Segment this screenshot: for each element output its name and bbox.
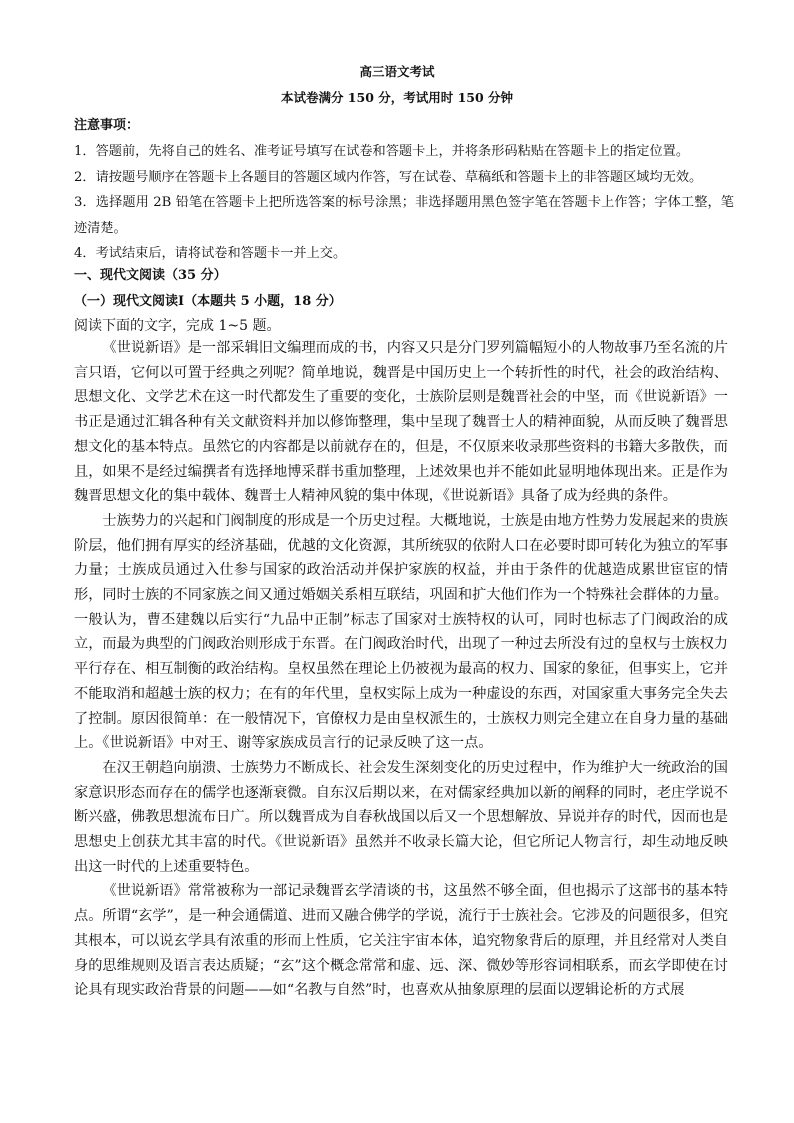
notice-item: 3．选择题用 2B 铅笔在答题卡上把所选答案的标号涂黑；非选择题用黑色签字笔在答题卡上作答；字体工整，笔迹清楚。: [74, 195, 734, 236]
passage-paragraph: 士族势力的兴起和门阀制度的形成是一个历史过程。大概地说，士族是由地方性势力发展起来的贵族阶层，他们拥有厚实的经济基础，优越的文化资源，其所统驭的依附人口在必要时即可转化为独立的军事力量；士族成员通过入仕参与国家的政治活动并保护家族的权益，并由于条件的优越造成累世宦宦的情形，同时士族的不同家族之间又通过婚姻关系相互联结，巩固和扩大他们作为一个特殊社会群体的力量。一般认为，曹丕建魏以后实行“九品中正制”标志了国家对士族特权的认可，同时也标志了门阀政治的成立，而最为典型的门阀政治则形成于东晋。在门阀政治时代，出现了一种过去所没有过的皇权与士族权力平行存在、相互制衡的政治结构。皇权虽然在理论上仍被视为最高的权力、国家的象征，但事实上，它并不能取消和超越士族的权力；在有的年代里，皇权实际上成为一种虚设的东西，对国家重大事务完全失去了控制。原因很简单：在一般情况下，官僚权力是由皇权派生的，士族权力则完全建立在自身力量的基础上。《世说新语》中对王、谢等家族成员言行的记录反映了这一点。: [74, 512, 728, 752]
passage-paragraph: 《世说新语》常常被称为一部记录魏晋玄学清谈的书，这虽然不够全面，但也揭示了这部书的基本特点。所谓“玄学”，是一种会通儒道、进而又融合佛学的学说，流行于士族社会。它涉及的问题很多，但究其根本，可以说玄学具有浓重的形而上性质，它关注宇宙本体，追究物象背后的原理，并且经常对人类自身的思维规则及语言表达质疑；“玄”这个概念常常和虚、远、深、微妙等形容词相联系，而玄学即使在讨论具有现实政治背景的问题——如“名教与自然”时，也喜欢从抽象原理的层面以逻辑论析的方式展: [74, 883, 728, 999]
exam-subtitle: 本试卷满分 150 分，考试用时 150 分钟: [280, 90, 514, 105]
notice-item: 2．请按题号顺序在答题卡上各题目的答题区域内作答，写在试卷、草稿纸和答题卡上的非答题区域均无效。: [74, 169, 703, 185]
passage-paragraph: 在汉王朝趋向崩溃、士族势力不断成长、社会发生深刻变化的历史过程中，作为维护大一统政治的国家意识形态而存在的儒学也逐渐衰微。自东汉后期以来，在对儒家经典加以新的阐释的同时，老庄学说不断兴盛，佛教思想流布日广。所以魏晋成为自春秋战国以后又一个思想解放、异说并存的时代，因而也是思想史上创获尤其丰富的时代。《世说新语》虽然并不收录长篇大论，但它所记人物言行，却生动地反映出这一时代的上述重要特色。: [74, 759, 728, 875]
reading-instruction: 阅读下面的文字，完成 1~5 题。: [74, 318, 281, 334]
notice-list: [74, 139, 734, 267]
subsection-heading: （一）现代文阅读Ⅰ（本题共 5 小题，18 分）: [74, 294, 342, 309]
exam-title: 高三语文考试: [359, 64, 435, 79]
notice-item: 4．考试结束后，请将试卷和答题卡一并上交。: [74, 246, 347, 261]
notice-item: 1．答题前，先将自己的姓名、准考证号填写在试卷和答题卡上，并将条形码粘贴在答题卡上的指定位置。: [74, 144, 690, 159]
reading-passage: [74, 336, 728, 1003]
section-heading: 一、现代文阅读（35 分）: [74, 268, 227, 283]
notice-heading: 注意事项：: [74, 118, 140, 133]
passage-paragraph: 《世说新语》是一部采辑旧文编理而成的书，内容又只是分门罗列篇幅短小的人物故事乃至名流的片言只语，它何以可置于经典之列呢？简单地说，魏晋是中国历史上一个转折性的时代，社会的政治结构、思想文化、文学艺术在这一时代都发生了重要的变化，士族阶层则是魏晋社会的中坚，而《世说新语》一书正是通过汇辑各种有关文献资料并加以修饰整理，集中呈现了魏晋士人的精神面貌，从而反映了魏晋思想文化的基本特点。虽然它的内容都是以前就存在的，但是，不仅原来收录那些资料的书籍大多散佚，而且，如果不是经过编撰者有选择地博采群书重加整理，上述效果也并不能如此显明地体现出来。正是作为魏晋思想文化的集中载体、魏晋士人精神风貌的集中体现，《世说新语》具备了成为经典的条件。: [74, 340, 728, 505]
